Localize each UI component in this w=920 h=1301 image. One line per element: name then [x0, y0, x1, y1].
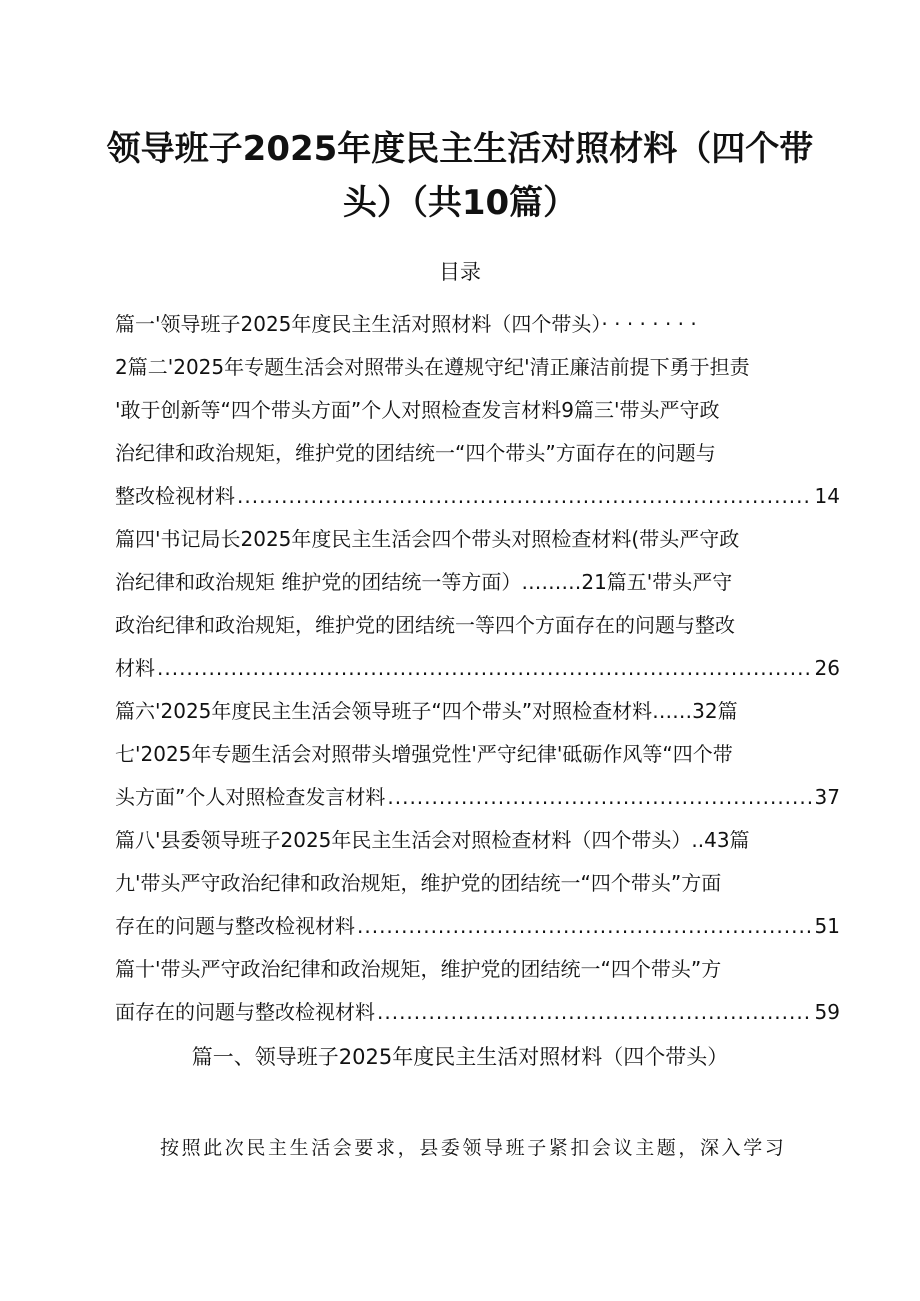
toc-line-text: 头方面”个人对照检查发言材料	[115, 785, 386, 809]
toc-line-text: 政治纪律和政治规矩，维护党的团结统一等四个方面存在的问题与整改	[115, 613, 735, 637]
toc-line	[115, 567, 840, 597]
document-title-line-2: 头）（共10篇）	[342, 183, 578, 223]
dot-leader	[387, 782, 812, 812]
toc-entry-link[interactable]	[115, 653, 840, 683]
toc-line-text: 篇六'2025年度民主生活会领导班子“四个带头”对照检查材料……32篇	[115, 699, 738, 723]
toc-line	[115, 352, 840, 382]
toc-line-text: 治纪律和政治规矩，维护党的团结统一“四个带头”方面存在的问题与	[115, 441, 716, 465]
toc-line	[115, 696, 840, 726]
toc-entry-link[interactable]	[115, 997, 840, 1027]
toc-entry-link[interactable]	[115, 782, 840, 812]
toc-page-number: 37	[814, 785, 840, 809]
toc-line	[115, 868, 840, 898]
document-title-line-1: 领导班子2025年度民主生活对照材料（四个带	[106, 129, 814, 169]
toc-line	[115, 395, 840, 425]
toc-line-text: 存在的问题与整改检视材料	[115, 914, 355, 938]
toc-line-text: 2篇二'2025年专题生活会对照带头在遵规守纪'清正廉洁前提下勇于担责	[115, 355, 750, 379]
toc-line-text: 治纪律和政治规矩 维护党的团结统一等方面）………21篇五'带头严守	[115, 570, 733, 594]
toc-line-text: '敢于创新等“四个带头方面”个人对照检查发言材料9篇三'带头严守政	[115, 398, 720, 422]
toc-line	[115, 438, 840, 468]
toc-line-text: 篇十'带头严守政治纪律和政治规矩，维护党的团结统一“四个带头”方	[115, 957, 722, 981]
toc-line-text: 九'带头严守政治纪律和政治规矩，维护党的团结统一“四个带头”方面	[115, 871, 722, 895]
dot-leader	[157, 653, 813, 683]
toc-line-text: 整改检视材料	[115, 484, 235, 508]
toc-line-text: 材料	[115, 656, 155, 680]
toc-line	[115, 825, 840, 855]
toc-line	[115, 610, 840, 640]
body-paragraph: 按照此次民主生活会要求，县委领导班子紧扣会议主题，深入学习	[160, 1137, 787, 1159]
toc-line	[115, 739, 840, 769]
toc-line-text: 篇一'领导班子2025年度民主生活对照材料（四个带头）· · · · · · · ·	[115, 312, 697, 336]
toc-heading: 目录	[439, 260, 481, 284]
toc-line-text: 篇八'县委领导班子2025年民主生活会对照检查材料（四个带头）..43篇	[115, 828, 750, 852]
toc-line-text: 篇四'书记局长2025年度民主生活会四个带头对照检查材料(带头严守政	[115, 527, 740, 551]
dot-leader	[377, 997, 813, 1027]
dot-leader	[237, 481, 813, 511]
toc-line	[115, 954, 840, 984]
toc-page-number: 59	[814, 1000, 840, 1024]
toc-page-number: 14	[814, 484, 840, 508]
toc-line	[115, 309, 840, 339]
toc-entry-link[interactable]	[115, 911, 840, 941]
toc-line-text: 七'2025年专题生活会对照带头增强党性'严守纪律'砥砺作风等“四个带	[115, 742, 733, 766]
toc-line-text: 面存在的问题与整改检视材料	[115, 1000, 375, 1024]
section-heading: 篇一、领导班子2025年度民主生活对照材料（四个带头）	[191, 1045, 729, 1069]
toc-page-number: 26	[814, 656, 840, 680]
toc-entry-link[interactable]	[115, 481, 840, 511]
toc-page-number: 51	[814, 914, 840, 938]
dot-leader	[357, 911, 813, 941]
toc-line	[115, 524, 840, 554]
